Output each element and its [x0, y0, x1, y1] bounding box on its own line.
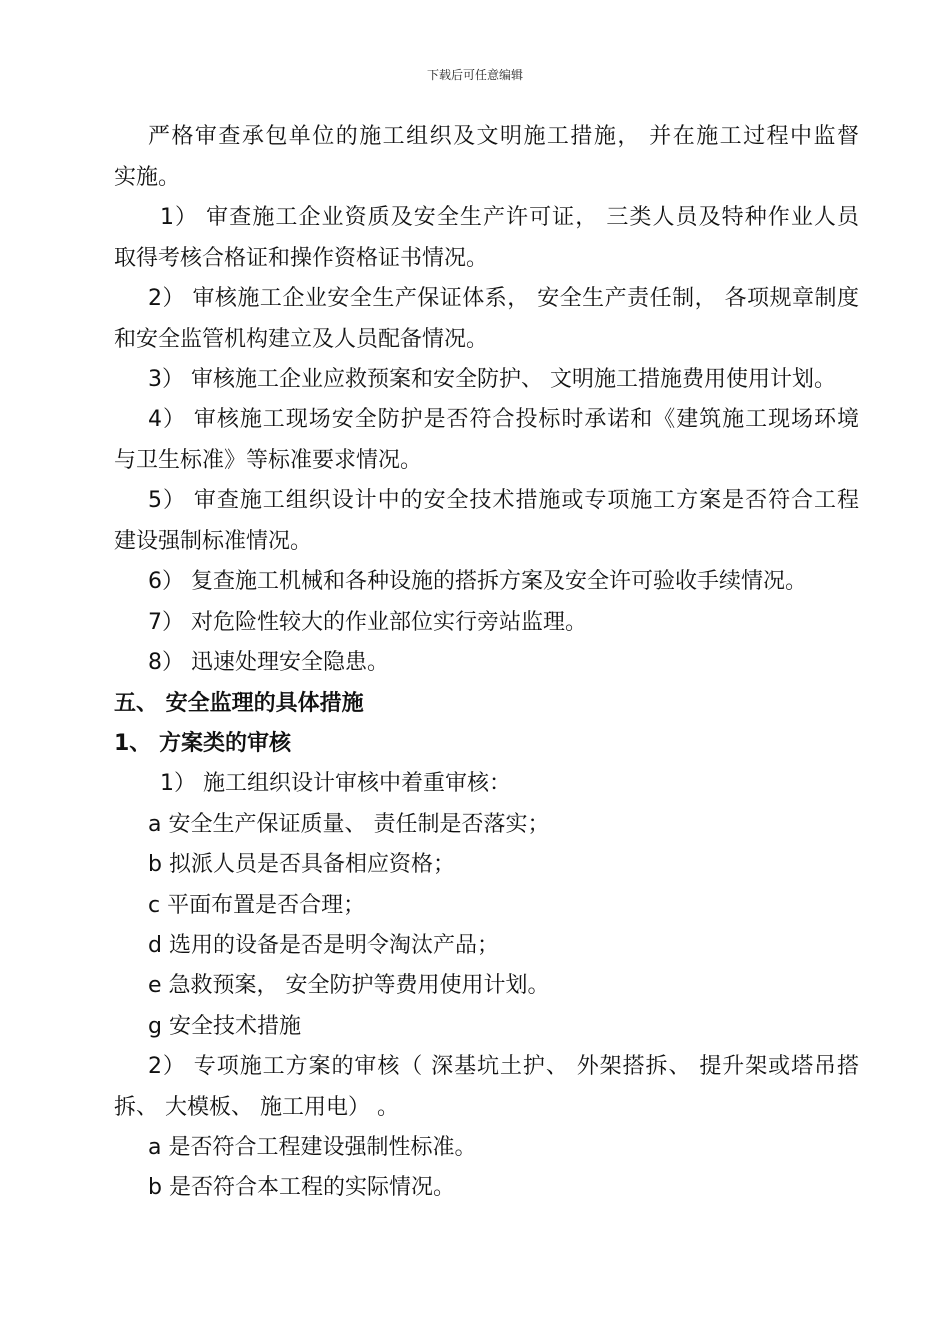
- paragraph-line: 2） 专项施工方案的审核（ 深基坑土护、 外架搭拆、 提升架或塔吊搭: [148, 1054, 859, 1079]
- list-item: g 安全技术措施: [148, 1014, 301, 1039]
- paragraph-line: 1） 审查施工企业资质及安全生产许可证， 三类人员及特种作业人员: [160, 205, 859, 230]
- paragraph-line: 7） 对危险性较大的作业部位实行旁站监理。: [148, 610, 587, 635]
- paragraph-line: 3） 审核施工企业应救预案和安全防护、 文明施工措施费用使用计划。: [148, 367, 836, 392]
- paragraph-line: 2） 审核施工企业安全生产保证体系， 安全生产责任制， 各项规章制度: [148, 286, 859, 311]
- paragraph-line: 严格审查承包单位的施工组织及文明施工措施， 并在施工过程中监督: [148, 124, 859, 149]
- paragraph-line: 和安全监管机构建立及人员配备情况。: [114, 327, 489, 352]
- paragraph-line: 实施。: [114, 165, 181, 190]
- paragraph-line: 拆、 大模板、 施工用电） 。: [114, 1095, 399, 1120]
- paragraph-line: 6） 复查施工机械和各种设施的搭拆方案及安全许可验收手续情况。: [148, 569, 807, 594]
- paragraph-line: 4） 审核施工现场安全防护是否符合投标时承诺和《建筑施工现场环境: [148, 407, 859, 432]
- section-heading: 五、 安全监理的具体措施: [114, 691, 364, 716]
- list-item: a 是否符合工程建设强制性标准。: [148, 1135, 477, 1160]
- paragraph-line: 5） 审查施工组织设计中的安全技术措施或专项施工方案是否符合工程: [148, 488, 859, 513]
- list-item: a 安全生产保证质量、 责任制是否落实；: [148, 812, 550, 837]
- paragraph-line: 建设强制标准情况。: [114, 529, 313, 554]
- page-header: 下载后可任意编辑: [426, 68, 523, 82]
- paragraph-line: 与卫生标准》等标准要求情况。: [114, 448, 423, 473]
- list-item: b 拟派人员是否具备相应资格；: [148, 852, 455, 877]
- list-item: c 平面布置是否合理；: [148, 893, 366, 918]
- paragraph-line: 1） 施工组织设计审核中着重审核：: [160, 771, 511, 796]
- list-item: b 是否符合本工程的实际情况。: [148, 1175, 455, 1200]
- list-item: d 选用的设备是否是明令淘汰产品；: [148, 933, 499, 958]
- list-item: e 急救预案， 安全防护等费用使用计划。: [148, 973, 550, 998]
- paragraph-line: 取得考核合格证和操作资格证书情况。: [114, 246, 489, 271]
- paragraph-line: 8） 迅速处理安全隐患。: [148, 650, 389, 675]
- subsection-heading: 1、 方案类的审核: [114, 731, 291, 756]
